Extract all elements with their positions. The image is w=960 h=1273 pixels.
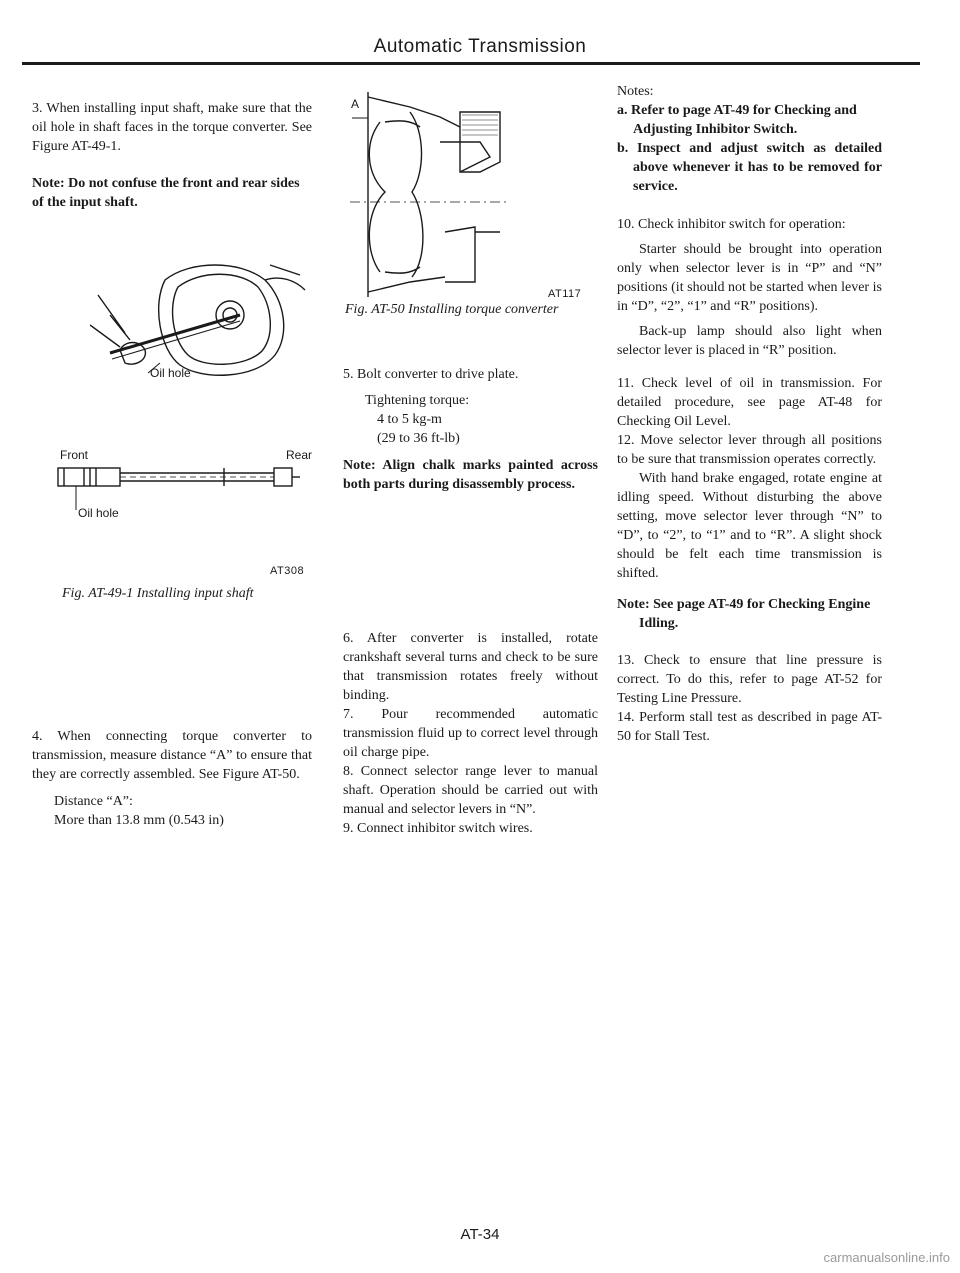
label-a: A <box>351 97 360 111</box>
step-10: 10. Check inhibitor switch for operation: <box>617 217 846 232</box>
step-11: 11. Check level of oil in transmission. For detailed procedure, see page AT-48 for Checking Oil Level. <box>617 376 882 429</box>
figure-caption-at-50: Fig. AT-50 Installing torque converter <box>345 302 559 317</box>
torque-converter-illustration <box>350 82 510 302</box>
label-front: Front <box>60 448 89 462</box>
notes-title: Notes: <box>617 84 654 99</box>
watermark: carmanualsonline.info <box>823 1250 950 1265</box>
torque-value-metric: 4 to 5 kg-m <box>377 412 442 427</box>
step-7: 7. Pour recommended automatic transmission fluid up to correct level through oil charge pipe. <box>343 707 598 760</box>
step-12: 12. Move selector lever through all positions to be sure that transmission operates correctly. <box>617 433 882 467</box>
input-shaft-illustration <box>90 255 320 385</box>
note-chalk-marks: Note: Align chalk marks painted across both parts during disassembly process. <box>343 458 598 492</box>
label-rear: Rear <box>286 448 313 462</box>
figure-code-at117: AT117 <box>548 288 582 300</box>
page-header-title: Automatic Transmission <box>373 36 587 57</box>
step-13: 13. Check to ensure that line pressure is correct. To do this, refer to page AT-52 for Testing Line Pressure. <box>617 653 882 706</box>
column-1-lower <box>32 727 312 830</box>
column-2 <box>343 365 598 494</box>
column-2-lower <box>343 629 598 838</box>
torque-label: Tightening torque: <box>365 393 470 408</box>
step-9: 9. Connect inhibitor switch wires. <box>343 821 533 836</box>
note-engine-idling: Note: See page AT-49 for Checking Engine Idling. <box>617 597 871 631</box>
step-10-backup-lamp: Back-up lamp should also light when selector lever is placed in “R” position. <box>617 324 882 358</box>
note-a: a. Refer to page AT-49 for Checking and Adjusting Inhibitor Switch. <box>617 103 857 137</box>
column-3 <box>617 82 882 746</box>
step-10-starter: Starter should be brought into operation only when selector lever is in “P” and “N” positions (it should not be started when lever is in “D”, “2”, “1” and “R” positions). <box>617 242 882 314</box>
figure-caption-at-49-1: Fig. AT-49-1 Installing input shaft <box>62 586 254 601</box>
step-12-shift-check: With hand brake engaged, rotate engine at idling speed. Without disturbing the above setting, move selector lever through “N” to “D”, to “2”, to “1” and to “R”. A slight shock should be felt each time transmission is shifted. <box>617 471 882 581</box>
step-5: 5. Bolt converter to drive plate. <box>343 367 519 382</box>
note-b: b. Inspect and adjust switch as detailed above whenever it has to be removed for service. <box>617 141 882 194</box>
header-rule <box>22 62 920 65</box>
torque-value-imperial: (29 to 36 ft-lb) <box>377 431 460 446</box>
distance-label: Distance “A”: <box>54 794 133 809</box>
note-input-shaft: Note: Do not confuse the front and rear sides of the input shaft. <box>32 176 300 210</box>
distance-value: More than 13.8 mm (0.543 in) <box>54 813 224 828</box>
figure-code-at308: AT308 <box>270 565 305 577</box>
step-6: 6. After converter is installed, rotate crankshaft several turns and check to be sure that transmission rotates freely without binding. <box>343 631 598 703</box>
step-14: 14. Perform stall test as described in page AT-50 for Stall Test. <box>617 710 882 744</box>
step-4: 4. When connecting torque converter to transmission, measure distance “A” to ensure that they are correctly assembled. See Figure AT-50. <box>32 729 312 782</box>
page-number: AT-34 <box>460 1226 500 1243</box>
label-oil-hole-top: Oil hole <box>150 366 191 380</box>
step-8: 8. Connect selector range lever to manual shaft. Operation should be carried out with manual and selector levers in “N”. <box>343 764 598 817</box>
label-oil-hole-bottom: Oil hole <box>78 506 119 520</box>
step-3: 3. When installing input shaft, make sure that the oil hole in shaft faces in the torque converter. See Figure AT-49-1. <box>32 101 312 154</box>
column-1 <box>32 99 312 212</box>
